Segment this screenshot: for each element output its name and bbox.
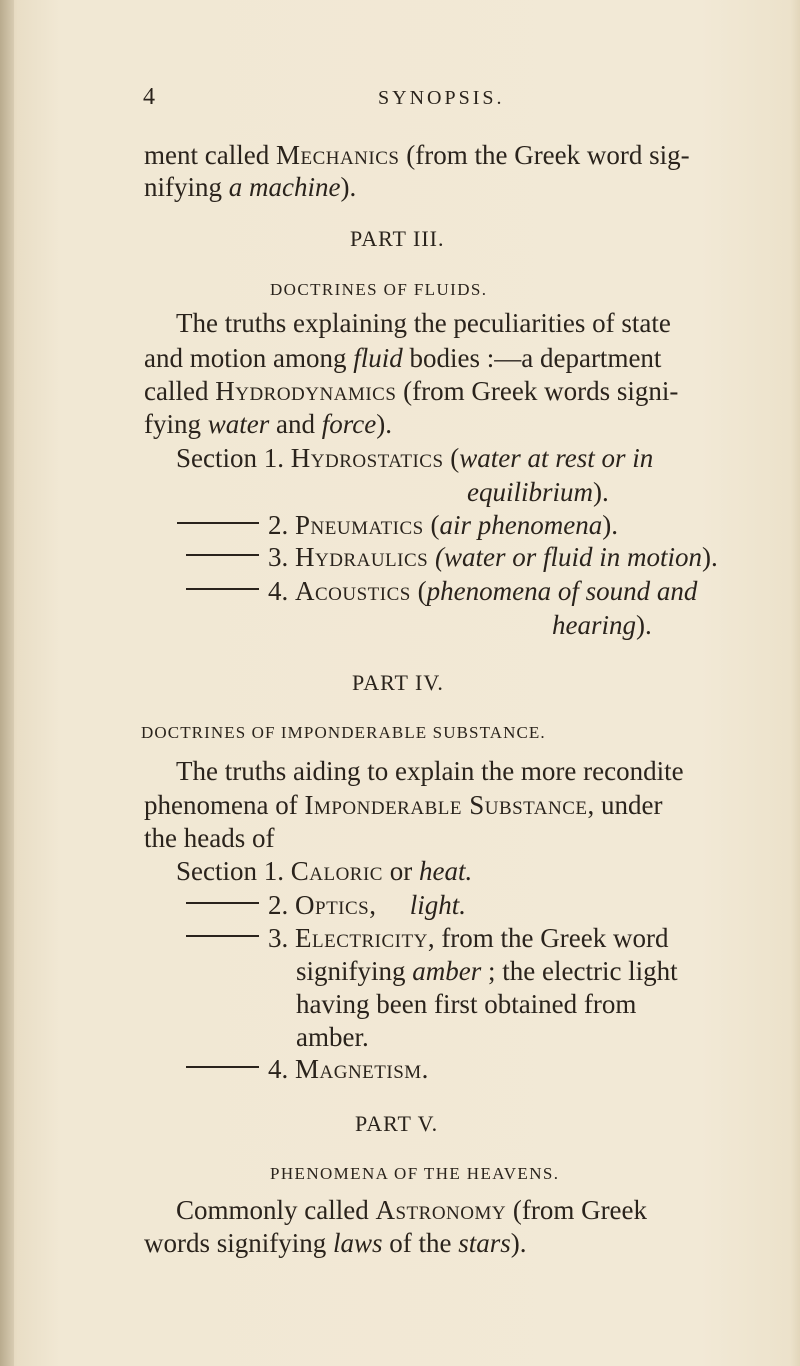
ditto-rule: [186, 588, 259, 590]
part-5-para-line-2: words signifying laws of the stars).: [144, 1228, 527, 1258]
part-4-para-line-3: the heads of: [144, 823, 275, 853]
ditto-rule: [186, 554, 259, 556]
part-4-subtitle: DOCTRINES OF IMPONDERABLE SUBSTANCE.: [141, 723, 546, 742]
part-4-section-3-line-3: having been first obtained from: [296, 989, 637, 1019]
intro-line-1: ment called Mechanics (from the Greek word sig-: [144, 140, 690, 170]
part-3-section-4-cont: hearing).: [552, 610, 652, 640]
ditto-rule: [186, 902, 259, 904]
part-4-para-line-2: phenomena of Imponderable Substance, under: [144, 790, 663, 820]
part-4-section-1: Section 1. Caloric or heat.: [176, 856, 473, 886]
part-3-section-3: 3. Hydraulics (water or fluid in motion).: [268, 542, 718, 572]
page-gutter: [0, 0, 14, 1366]
part-3-para-line-1: The truths explaining the peculiarities of state: [176, 308, 671, 338]
part-3-section-2: 2. Pneumatics (air phenomena).: [268, 510, 618, 540]
part-4-section-2: 2. Optics, light.: [268, 890, 467, 920]
part-3-para-line-2: and motion among fluid bodies :—a department: [144, 343, 662, 373]
part-4-para-line-1: The truths aiding to explain the more recondite: [176, 756, 684, 786]
part-3-subtitle: DOCTRINES OF FLUIDS.: [270, 280, 488, 299]
part-4-section-3-line-2: signifying amber ; the electric light: [296, 956, 678, 986]
part-3-title: PART III.: [350, 226, 445, 251]
part-3-para-line-4: fying water and force).: [144, 409, 392, 439]
part-4-title: PART IV.: [352, 670, 444, 695]
part-3-para-line-3: called Hydrodynamics (from Greek words signi-: [144, 376, 679, 406]
intro-line-2: nifying a machine).: [144, 172, 357, 202]
part-3-section-1-cont: equilibrium).: [467, 477, 609, 507]
part-5-para-line-1: Commonly called Astronomy (from Greek: [176, 1195, 648, 1225]
part-3-section-4: 4. Acoustics (phenomena of sound and: [268, 576, 698, 606]
part-3-section-1: Section 1. Hydrostatics (water at rest or in: [176, 443, 654, 473]
part-4-section-3-line-4: amber.: [296, 1022, 369, 1052]
running-title: SYNOPSIS.: [378, 87, 505, 109]
ditto-rule: [177, 522, 259, 524]
part-5-subtitle: PHENOMENA OF THE HEAVENS.: [270, 1164, 560, 1183]
ditto-rule: [186, 935, 259, 937]
part-4-section-4: 4. Magnetism.: [268, 1054, 429, 1084]
page-number: 4: [143, 84, 155, 110]
part-5-title: PART V.: [355, 1111, 439, 1136]
ditto-rule: [186, 1066, 259, 1068]
part-4-section-3: 3. Electricity, from the Greek word: [268, 923, 669, 953]
